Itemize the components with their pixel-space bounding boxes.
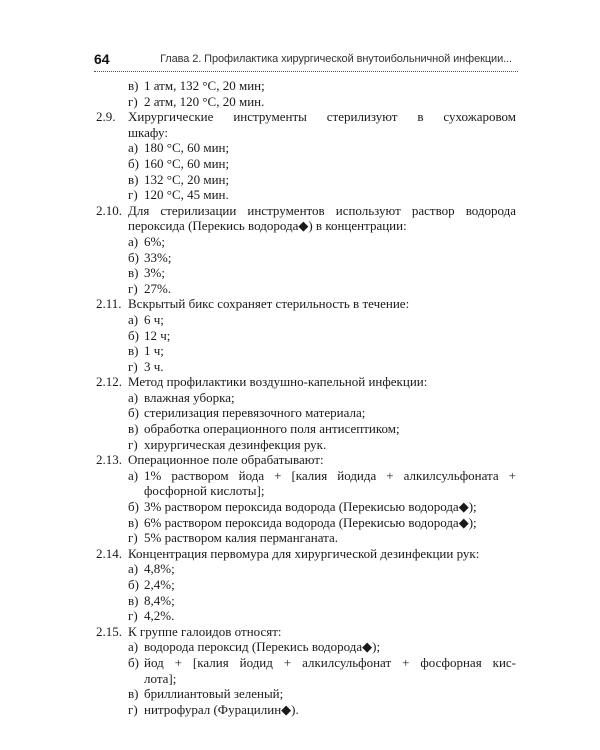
option-text: 6%; — [144, 233, 165, 249]
question-line — [96, 203, 516, 219]
option-text: влажная уборка; — [144, 389, 235, 405]
option-line — [128, 468, 516, 484]
question-number — [96, 125, 128, 141]
option-letter: в) — [128, 514, 139, 530]
option-text: 4,8%; — [144, 561, 175, 577]
question-line — [96, 109, 516, 125]
option-line — [128, 172, 516, 188]
option-text: обработка операционного поля антисептиком; — [144, 421, 400, 437]
option-line — [128, 281, 516, 297]
option-letter: б) — [128, 577, 139, 592]
option-line — [128, 655, 516, 671]
option-letter: г) — [128, 608, 138, 624]
page-number: 64 — [94, 51, 110, 67]
question-line — [96, 374, 516, 390]
option-letter: а) — [128, 389, 139, 405]
option-text: 6 ч; — [144, 311, 164, 327]
option-line — [128, 343, 516, 359]
question-text: Метод профилактики воздушно-капельной инфекции: — [128, 374, 428, 390]
option-text: 27%. — [144, 280, 172, 296]
option-letter: б) — [128, 499, 139, 515]
option-text: нитрофурал (Фурацилин◆). — [144, 701, 299, 717]
questions — [96, 109, 516, 717]
option-letter: б) — [128, 654, 139, 670]
option-letter: в) — [128, 171, 139, 187]
option-text: 180 °С, 60 мин; — [144, 140, 230, 156]
option-letter: г) — [128, 93, 138, 109]
option-letter: г) — [128, 530, 138, 546]
option-line — [128, 78, 516, 94]
question-text: К группе галоидов относят: — [128, 623, 282, 639]
option-line — [128, 561, 516, 577]
question-text: пероксида (Перекись водорода◆) в концентрации: — [128, 218, 407, 234]
option-letter: в) — [128, 78, 139, 93]
option-text: 3%; — [144, 265, 165, 281]
option-text: 8,4%; — [144, 592, 175, 608]
page-header — [94, 51, 518, 72]
option-line — [128, 312, 516, 328]
question-text: Операционное поле обрабатывают: — [128, 452, 324, 468]
option-line — [128, 577, 516, 593]
question-line — [96, 546, 516, 562]
option-line — [128, 593, 516, 609]
option-line — [128, 265, 516, 281]
option-line — [128, 515, 516, 531]
option-letter: а) — [128, 639, 139, 655]
question-continuation — [96, 218, 516, 234]
question-line — [96, 296, 516, 312]
option-letter: г) — [128, 436, 138, 452]
option-text: йод + [калия йодид + алкилсульфонат + фосфорная кис- — [144, 654, 516, 670]
option-text: 1 ч; — [144, 343, 164, 359]
question-text: Вскрытый бикс сохраняет стерильность в течение: — [128, 296, 410, 312]
option-letter: б) — [128, 405, 139, 421]
option-letter: в) — [128, 343, 139, 359]
option-letter: в) — [128, 265, 139, 281]
option-letter: г) — [128, 280, 138, 296]
option-letter: б) — [128, 327, 139, 343]
option-letter: а) — [128, 140, 139, 156]
option-text: стерилизация перевязочного материала; — [144, 405, 366, 421]
option-text: 1 атм, 132 °С, 20 мин; — [144, 78, 265, 93]
option-text: 12 ч; — [144, 327, 171, 343]
option-text: хирургическая дезинфекция рук. — [144, 436, 327, 452]
option-text: 2 атм, 120 °С, 20 мин. — [144, 93, 265, 109]
question-number: 2.14. — [96, 545, 122, 561]
question-list — [96, 78, 516, 717]
option-text: 4,2%. — [144, 608, 175, 624]
question-continuation — [96, 125, 516, 141]
option-text: 3% раствором пероксида водорода (Перекисью водорода◆); — [144, 499, 477, 515]
option-text: 120 °С, 45 мин. — [144, 187, 229, 203]
option-letter: а) — [128, 561, 139, 577]
question-number: 2.9. — [96, 109, 116, 125]
option-line — [128, 359, 516, 375]
option-text: 160 °С, 60 мин; — [144, 155, 230, 171]
question-number: 2.13. — [96, 452, 122, 468]
option-continuation — [128, 671, 516, 687]
question-text: Концентрация первомура для хирургической дезинфекции рук: — [128, 545, 480, 561]
option-line — [128, 94, 516, 110]
option-text: 6% раствором пероксида водорода (Перекисью водорода◆); — [144, 514, 477, 530]
option-text: 132 °С, 20 мин; — [144, 171, 230, 187]
option-text: водорода пероксид (Перекись водорода◆); — [144, 639, 381, 655]
option-text-continued: лота]; — [144, 670, 177, 686]
option-line — [128, 390, 516, 406]
option-letter: б) — [128, 249, 139, 265]
option-letter: в) — [128, 686, 139, 702]
option-letter: а) — [128, 467, 139, 483]
option-letter: б) — [128, 155, 139, 171]
option-text: бриллиантовый зеленый; — [144, 686, 284, 702]
option-line — [128, 187, 516, 203]
option-line — [128, 686, 516, 702]
question-text: Хирургические инструменты стерилизуют в сухожаровом — [128, 109, 516, 125]
option-text: 1% раствором йода + [калия йодида + алкилсульфоната + — [144, 467, 516, 483]
option-line — [128, 328, 516, 344]
option-letter: в) — [128, 592, 139, 608]
question-number — [96, 218, 128, 234]
option-letter: а) — [128, 233, 139, 249]
option-line — [128, 639, 516, 655]
option-line — [128, 702, 516, 718]
question-number: 2.15. — [96, 623, 122, 639]
option-text: 33%; — [144, 249, 172, 265]
option-text-continued: фосфорной кислоты]; — [144, 483, 265, 499]
question-number: 2.12. — [96, 374, 122, 390]
option-line — [128, 530, 516, 546]
question-line — [96, 624, 516, 640]
option-line — [128, 156, 516, 172]
option-line — [128, 405, 516, 421]
option-text: 5% раствором калия перманганата. — [144, 530, 339, 546]
option-line — [128, 608, 516, 624]
option-letter: г) — [128, 187, 138, 203]
option-line — [128, 140, 516, 156]
option-letter: а) — [128, 311, 139, 327]
option-letter: г) — [128, 358, 138, 374]
question-text: шкафу: — [128, 124, 168, 140]
option-letter: г) — [128, 701, 138, 717]
question-number: 2.11. — [96, 296, 122, 312]
running-title: Глава 2. Профилактика хирургической внутоибольничной инфекции... — [160, 53, 512, 65]
option-continuation — [128, 483, 516, 499]
option-text: 2,4%; — [144, 577, 175, 592]
option-letter: в) — [128, 421, 139, 437]
question-number: 2.10. — [96, 202, 122, 218]
option-line — [128, 499, 516, 515]
option-line — [128, 250, 516, 266]
option-line — [128, 234, 516, 250]
question-text: Для стерилизации инструментов используют раствор водорода — [128, 202, 516, 218]
question-line — [96, 452, 516, 468]
option-line — [128, 437, 516, 453]
option-line — [128, 421, 516, 437]
option-text: 3 ч. — [144, 358, 164, 374]
